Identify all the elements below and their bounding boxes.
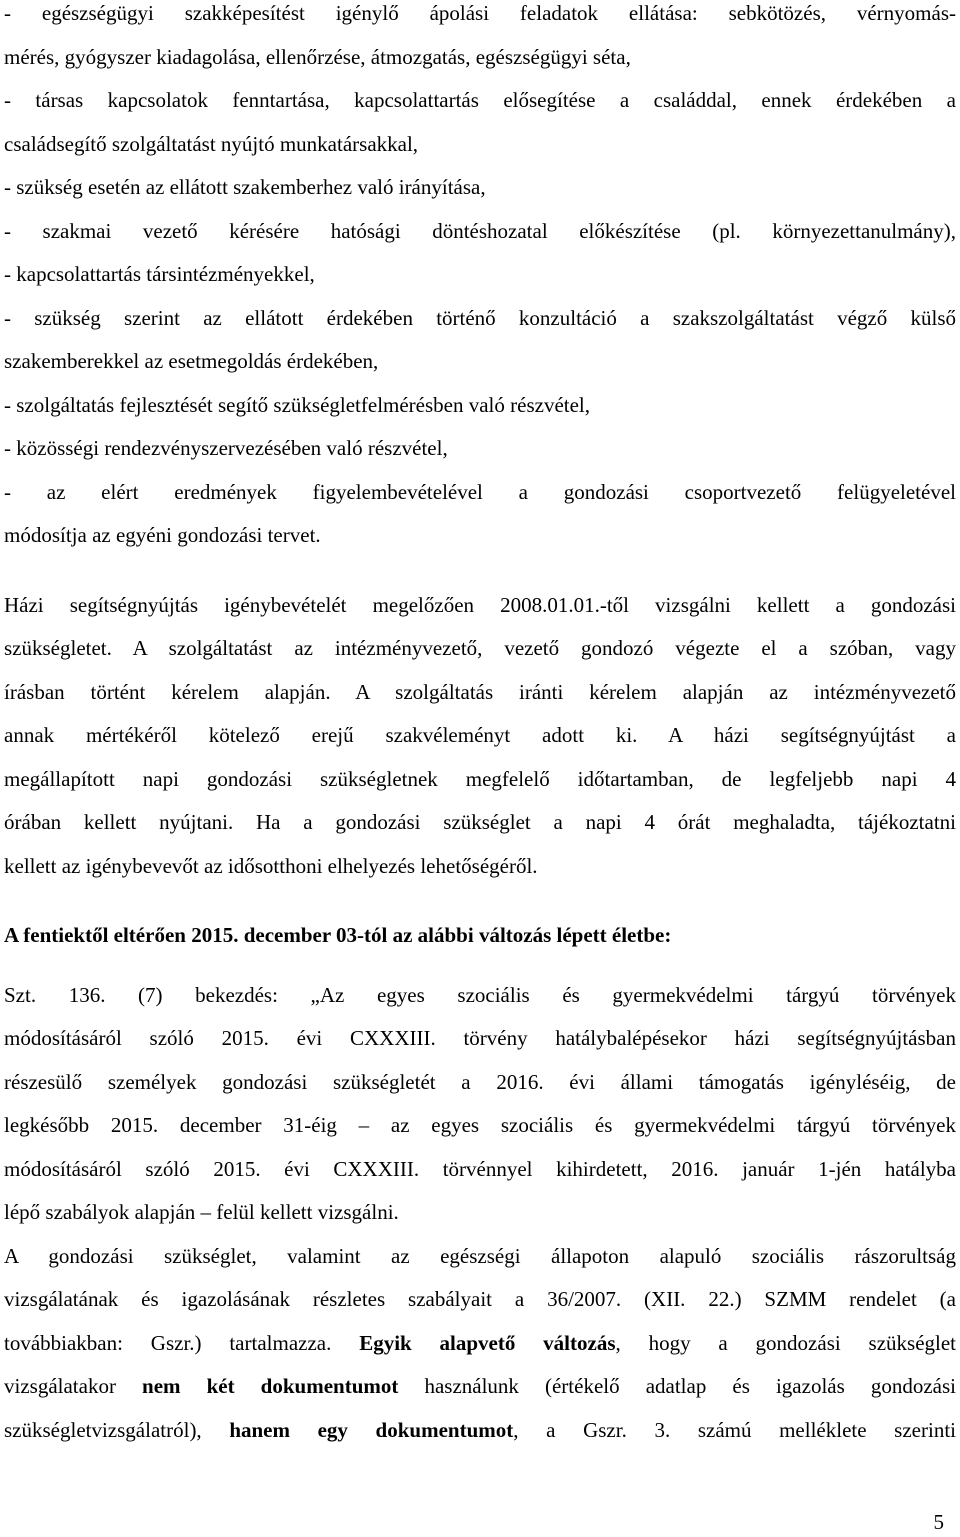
paragraph-assessment-history [4,584,956,889]
text-run: használunk (értékelő adatlap és igazolás gondozási [398,1374,956,1398]
paragraph-gap [4,558,956,584]
paragraph-line: módosításáról szóló 2015. évi CXXXIII. törvény hatálybalépésekor házi segítségnyújtásban [4,1026,956,1050]
text-run: vizsgálatakor [4,1374,143,1398]
list-line: - szakmai vezető kérésére hatósági döntéshozatal előkészítése (pl. környezettanulmány), [4,218,956,243]
paragraph-line: szükségletet. A szolgáltatást az intézményvezető, vezető gondozó végezte el a szóban, vagy [4,636,956,660]
text-run: , hogy a gondozási szükséglet [615,1330,957,1355]
paragraph-gap [4,888,956,914]
list-line: módosítja az egyéni gondozási tervet. [4,523,321,547]
text-run: továbbiakban: Gszr.) tartalmazza. [4,1330,360,1355]
list-line: mérés, gyógyszer kiadagolása, ellenőrzése, átmozgatás, egészségügyi séta, [4,44,631,69]
page-number: 5 [933,1510,944,1534]
bold-text-run: Egyik alapvető változás [359,1330,616,1355]
list-line: - az elért eredmények figyelembevételével a gondozási csoportvezető felügyeletével [4,479,956,504]
paragraph-line: A gondozási szükséglet, valamint az egészségi állapoton alapuló szociális rászorultság [4,1243,956,1268]
list-line: - közösségi rendezvényszervezésében való részvétel, [4,436,448,460]
text-run: szükségletvizsgálatról), [4,1417,230,1442]
paragraph-line [4,1409,956,1453]
paragraph-gszr [4,1235,956,1453]
paragraph-line: vizsgálatának és igazolásának részletes szabályait a 36/2007. (XII. 22.) SZMM rendelet (a [4,1287,956,1311]
paragraph-line: kellett az igénybevevőt az idősotthoni elhelyezés lehetőségéről. [4,853,538,878]
paragraph-line: módosításáról szóló 2015. évi CXXXIII. törvénnyel kihirdetett, 2016. január 1-jén hatályba [4,1156,956,1181]
page-content [4,0,956,1452]
bold-text-run: hanem egy dokumentumot [229,1417,514,1442]
paragraph-line: annak mértékéről kötelező erejű szakvéleményt adott ki. A házi segítségnyújtást a [4,723,956,747]
list-line: - társas kapcsolatok fenntartása, kapcsolattartás elősegítése a családdal, ennek érdekében a [4,88,956,112]
paragraph-line [4,1322,956,1366]
list-line: - szükség szerint az ellátott érdekében történő konzultáció a szakszolgáltatást végző külső [4,305,956,330]
paragraph-line: lépő szabályok alapján – felül kellett vizsgálni. [4,1200,399,1224]
paragraph-law-quote [4,974,956,1235]
paragraph-line: Házi segítségnyújtás igénybevételét megelőzően 2008.01.01.-től vizsgálni kellett a gondozási [4,592,956,617]
list-line: családsegítő szolgáltatást nyújtó munkatársakkal, [4,131,419,156]
paragraph-line: Szt. 136. (7) bekezdés: „Az egyes szociális és gyermekvédelmi tárgyú törvények [4,982,956,1007]
list-line: - egészségügyi szakképesítést igénylő ápolási feladatok ellátása: sebkötözés, vérnyomás- [4,1,956,25]
paragraph-line: órában kellett nyújtani. Ha a gondozási szükséglet a napi 4 órát meghaladta, tájékoztatni [4,810,956,834]
paragraph-line: részesülő személyek gondozási szükségletét a 2016. évi állami támogatás igényléséig, de [4,1069,956,1094]
paragraph-gap [4,958,956,974]
paragraph-line: megállapított napi gondozási szükségletnek megfelelő időtartamban, de legfeljebb napi 4 [4,766,956,791]
list-line: szakemberekkel az esetmegoldás érdekében, [4,349,379,373]
bold-text-run: nem két dokumentumot [142,1374,399,1398]
paragraph-line [4,1365,956,1409]
task-list [4,0,956,558]
list-line: - szolgáltatás fejlesztését segítő szükségletfelmérésben való részvétel, [4,392,591,417]
text-run: , a Gszr. 3. számú melléklete szerinti [513,1417,956,1442]
paragraph-line: legkésőbb 2015. december 31-éig – az egyes szociális és gyermekvédelmi tárgyú törvények [4,1113,956,1137]
list-line: - szükség esetén az ellátott szakemberhez való irányítása, [4,175,486,199]
paragraph-line: írásban történt kérelem alapján. A szolgáltatás iránti kérelem alapján az intézményvezető [4,679,956,704]
list-line: - kapcsolattartás társintézményekkel, [4,262,315,286]
section-heading: A fentiektől eltérően 2015. december 03-tól az alábbi változás lépett életbe: [4,923,672,947]
